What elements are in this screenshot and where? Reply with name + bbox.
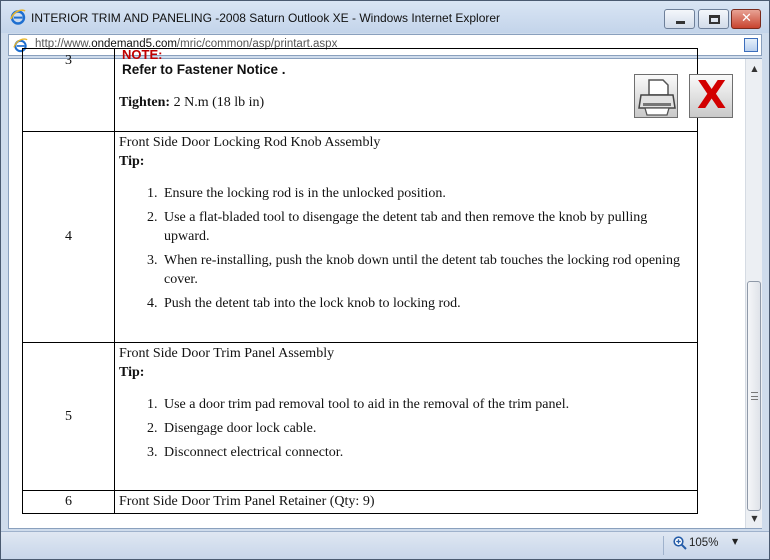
vertical-scrollbar[interactable] xyxy=(745,59,762,528)
zoom-dropdown-icon[interactable]: ▼ xyxy=(732,537,739,546)
close-button[interactable] xyxy=(731,9,761,29)
url-path: /mric/common/asp/printart.aspx xyxy=(176,38,338,50)
notice-label: NOTE: xyxy=(122,47,163,62)
window-title: INTERIOR TRIM AND PANELING -2008 Saturn Outlook XE - Windows Internet Explorer xyxy=(31,11,501,25)
minimize-icon xyxy=(676,21,685,24)
step-number-text: 4 xyxy=(65,229,72,244)
scroll-down-icon[interactable]: ▼ xyxy=(751,514,758,523)
scroll-thumb[interactable] xyxy=(747,281,761,511)
step-description xyxy=(115,49,698,132)
maximize-button[interactable] xyxy=(698,9,729,29)
tip-label: Tip: xyxy=(119,365,145,380)
step-description xyxy=(115,491,698,514)
step-number xyxy=(23,491,115,514)
ie-logo-icon xyxy=(10,9,26,25)
table-row xyxy=(23,491,698,514)
tighten-label: Tighten: xyxy=(119,95,171,110)
scroll-up-icon[interactable]: ▲ xyxy=(751,64,758,73)
page-content xyxy=(9,47,744,530)
grip-icon xyxy=(751,392,758,400)
close-icon: ✕ xyxy=(741,11,752,26)
list-item: 2. Disengage door lock cable. xyxy=(161,419,693,438)
tip-label: Tip: xyxy=(119,154,145,169)
step-description xyxy=(115,132,698,343)
list-item: 4. Push the detent tab into the lock knob to locking rod. xyxy=(161,294,693,313)
tighten-value: 2 N.m (18 lb in) xyxy=(170,95,265,110)
status-bar xyxy=(1,531,769,559)
step-number xyxy=(23,343,115,491)
step-number-text: 3 xyxy=(65,53,72,68)
list-item: 3. Disconnect electrical connector. xyxy=(161,443,693,462)
zoom-level[interactable]: 105% xyxy=(689,537,719,549)
step-title: Front Side Door Trim Panel Retainer (Qty: 9) xyxy=(119,494,375,509)
step-number-text: 6 xyxy=(65,494,72,509)
tighten-spec xyxy=(119,95,693,111)
step-list xyxy=(119,184,693,313)
list-item: 1. Ensure the locking rod is in the unlocked position. xyxy=(161,184,693,203)
print-button[interactable] xyxy=(634,74,678,118)
close-page-button[interactable] xyxy=(689,74,733,118)
page-viewport xyxy=(8,47,762,529)
step-number xyxy=(23,132,115,343)
step-title: Front Side Door Trim Panel Assembly xyxy=(119,346,335,361)
title-bar[interactable] xyxy=(1,1,769,33)
procedure-table xyxy=(22,48,698,514)
status-divider xyxy=(663,536,664,555)
list-item: 3. When re-installing, push the knob down until the detent tab touches the locking rod opening cover. xyxy=(161,251,693,289)
step-number xyxy=(23,49,115,132)
close-x-icon: X xyxy=(697,73,727,117)
minimize-button[interactable] xyxy=(664,9,695,29)
step-title: Front Side Door Locking Rod Knob Assembly xyxy=(119,135,381,150)
printer-icon xyxy=(635,75,679,119)
zoom-icon[interactable] xyxy=(673,536,687,550)
step-list xyxy=(119,395,693,462)
table-row xyxy=(23,132,698,343)
list-item: 1. Use a door trim pad removal tool to aid in the removal of the trim panel. xyxy=(161,395,693,414)
table-row xyxy=(23,49,698,132)
maximize-icon xyxy=(709,15,720,24)
url-domain: ondemand5.com xyxy=(91,38,177,50)
list-item: 2. Use a flat-bladed tool to disengage the detent tab and then remove the knob by pulling upward. xyxy=(161,208,693,246)
table-row xyxy=(23,343,698,491)
step-number-text: 5 xyxy=(65,408,72,424)
url-prefix: http://www. xyxy=(35,38,92,50)
step-description xyxy=(115,343,698,491)
compatibility-icon[interactable] xyxy=(744,38,758,52)
notice-text: Refer to Fastener Notice . xyxy=(122,62,286,77)
